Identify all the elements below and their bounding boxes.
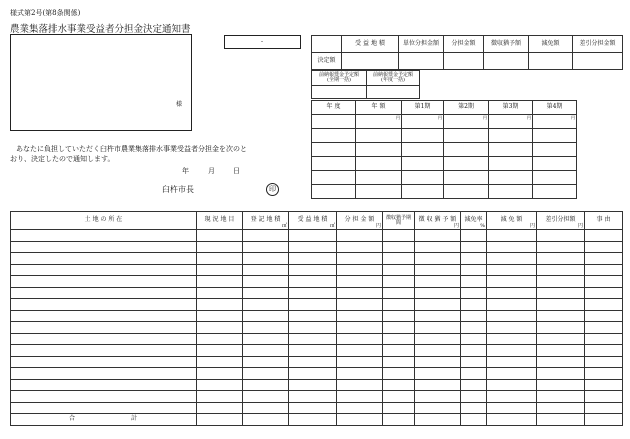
table-row [11,299,623,311]
table-cell [289,264,337,276]
table-cell [537,264,585,276]
payment-cell [356,171,402,185]
table-cell [537,333,585,345]
table-cell [537,287,585,299]
table-cell [585,276,623,288]
table-cell [383,276,415,288]
total-label-a: 合 [69,415,76,422]
payment-cell [489,143,533,157]
table-row [11,402,623,414]
table-cell [461,345,487,357]
table-row [11,356,623,368]
table-cell [487,356,537,368]
table-cell [383,368,415,380]
total-cell [487,414,537,426]
payment-cell: 円 [444,115,489,129]
payment-cell [402,157,444,171]
date-year: 年 [182,167,189,175]
table-cell [337,356,383,368]
table-cell [197,356,243,368]
table-cell [197,299,243,311]
table-cell [11,391,197,403]
header-deferral-period: 徴収猶予期 間 [383,212,415,230]
table-cell [537,230,585,242]
table-cell [537,241,585,253]
table-row [11,310,623,322]
total-cell [197,414,243,426]
summary-cell [573,53,623,70]
table-cell [487,391,537,403]
payment-cell [402,185,444,199]
payment-cell [312,171,356,185]
document-title: 農業集落排水事業受益者分担金決定通知書 [10,24,191,35]
table-row [11,276,623,288]
table-cell [585,253,623,265]
table-cell [11,402,197,414]
table-cell [461,391,487,403]
payment-header-term4: 第4期 [533,101,577,115]
table-cell [487,368,537,380]
total-cell [243,414,289,426]
payment-cell: 円 [489,115,533,129]
payment-cell: 円 [402,115,444,129]
table-cell [289,299,337,311]
table-cell [487,241,537,253]
table-cell [461,299,487,311]
table-cell [415,253,461,265]
table-cell [383,333,415,345]
table-cell [11,368,197,380]
form-label: 様式第2号(第8条関係) [10,9,81,17]
table-row [11,391,623,403]
table-cell [243,379,289,391]
table-cell [289,287,337,299]
table-cell [415,310,461,322]
table-cell [585,322,623,334]
table-cell [487,230,537,242]
total-cell [415,414,461,426]
table-cell [461,264,487,276]
payment-cell [312,143,356,157]
summary-cell [529,53,573,70]
table-cell [537,368,585,380]
table-cell [337,322,383,334]
payment-cell [312,157,356,171]
table-cell [289,368,337,380]
table-cell [11,241,197,253]
table-cell [537,402,585,414]
addressee-box [10,34,192,131]
table-cell [197,368,243,380]
table-cell [289,391,337,403]
summary-corner-cell [312,36,342,53]
summary-row-label: 決定額 [312,53,342,70]
summary-header-area: 受 益 地 積 [342,36,399,53]
header-location: 土 地 の 所 在 [11,212,197,230]
table-cell [11,230,197,242]
table-cell [243,391,289,403]
payment-header-term3: 第3期 [489,101,533,115]
rebate-value-all [312,86,367,99]
table-cell [289,402,337,414]
reference-dash: - [261,38,264,45]
header-reduction-amount: 減 免 額 円 [487,212,537,230]
table-cell [289,322,337,334]
mayor-title: 臼杵市長 [162,185,194,194]
table-cell [585,333,623,345]
table-cell [289,276,337,288]
table-cell [337,287,383,299]
payment-cell [356,157,402,171]
payment-header-term1: 第1期 [402,101,444,115]
table-cell [289,345,337,357]
notice-line-1: あなたに負担していただく臼杵市農業集落排水事業受益者分担金を次のと [16,145,247,153]
table-cell [537,391,585,403]
table-cell [585,391,623,403]
total-cell [537,414,585,426]
table-cell [487,299,537,311]
table-cell [289,356,337,368]
table-cell [289,253,337,265]
table-row [11,368,623,380]
payment-cell: 円 [356,115,402,129]
table-cell [197,230,243,242]
payment-cell [489,129,533,143]
table-cell [537,345,585,357]
table-cell [487,264,537,276]
table-cell [537,299,585,311]
table-cell [415,368,461,380]
table-cell [585,230,623,242]
summary-table [311,35,623,70]
summary-header-amount: 分担金額 [444,36,484,53]
table-cell [585,368,623,380]
table-cell [243,333,289,345]
payment-cell [402,129,444,143]
table-cell [537,356,585,368]
table-cell [243,287,289,299]
summary-cell [342,53,399,70]
table-cell [243,345,289,357]
table-cell [461,253,487,265]
payment-header-term2: 第2期 [444,101,489,115]
table-row [11,345,623,357]
table-cell [487,322,537,334]
table-cell [337,253,383,265]
table-cell [487,310,537,322]
table-cell [337,368,383,380]
table-cell [487,333,537,345]
table-cell [487,379,537,391]
table-cell [415,299,461,311]
table-cell [289,230,337,242]
payment-cell [533,143,577,157]
table-cell [461,379,487,391]
table-cell [487,402,537,414]
payment-cell [356,129,402,143]
table-cell [197,322,243,334]
table-row [11,322,623,334]
payment-cell [356,185,402,199]
table-cell [383,345,415,357]
table-cell [337,299,383,311]
table-cell [415,345,461,357]
total-cell [585,414,623,426]
table-row [11,253,623,265]
table-cell [461,333,487,345]
table-cell [243,322,289,334]
table-cell [11,253,197,265]
table-cell [243,253,289,265]
payment-cell [533,171,577,185]
table-cell [585,287,623,299]
payment-cell [489,171,533,185]
summary-header-net: 差引分担金額 [573,36,623,53]
table-cell [11,276,197,288]
payment-cell [444,143,489,157]
table-cell [337,333,383,345]
payment-cell [444,157,489,171]
table-row [11,241,623,253]
header-reduction-rate: 減免率 % [461,212,487,230]
table-cell [383,322,415,334]
table-row [11,333,623,345]
rebate-header-year: 前納報奨金予定額 (年度一括) [367,71,420,86]
header-deferral-amount: 徴 収 猶 予 額 円 [415,212,461,230]
payment-cell: 円 [533,115,577,129]
table-cell [585,264,623,276]
table-cell [243,299,289,311]
table-cell [537,379,585,391]
table-row [11,230,623,242]
payment-header-annual: 年 額 [356,101,402,115]
table-cell [487,276,537,288]
payment-cell [533,157,577,171]
table-cell [197,379,243,391]
table-cell [197,287,243,299]
table-cell [383,287,415,299]
table-cell [197,310,243,322]
table-cell [11,345,197,357]
table-cell [243,402,289,414]
table-cell [415,391,461,403]
summary-cell [399,53,444,70]
table-cell [197,241,243,253]
header-charge-amount: 分 担 金 額 円 [337,212,383,230]
reference-box [224,35,301,49]
table-cell [383,402,415,414]
table-cell [337,241,383,253]
total-cell [337,414,383,426]
addressee-suffix: 様 [175,101,182,109]
table-cell [415,356,461,368]
table-cell [585,356,623,368]
table-cell [337,402,383,414]
table-cell [11,379,197,391]
payment-cell [402,143,444,157]
payment-header-year: 年 度 [312,101,356,115]
table-cell [197,264,243,276]
rebate-value-year [367,86,420,99]
table-cell [415,276,461,288]
header-reason: 事 由 [585,212,623,230]
table-cell [11,264,197,276]
table-cell [487,287,537,299]
table-cell [243,241,289,253]
payment-cell [444,171,489,185]
table-cell [537,276,585,288]
summary-cell [484,53,529,70]
table-cell [289,310,337,322]
notice-line-2: おり、決定したので通知します。 [10,155,115,163]
table-cell [383,264,415,276]
table-cell [415,333,461,345]
table-cell [11,299,197,311]
date-day: 日 [233,167,240,175]
table-cell [461,402,487,414]
table-cell [243,264,289,276]
table-cell [461,230,487,242]
table-cell [337,379,383,391]
payment-cell [356,143,402,157]
table-cell [11,322,197,334]
table-cell [337,264,383,276]
payment-cell [444,185,489,199]
table-cell [383,379,415,391]
table-cell [487,345,537,357]
table-cell [383,230,415,242]
table-row [11,379,623,391]
table-cell [585,299,623,311]
total-cell [461,414,487,426]
table-cell [585,402,623,414]
payment-cell [533,129,577,143]
table-cell [383,299,415,311]
table-cell [11,356,197,368]
summary-header-unit-amount: 単位分担金額 [399,36,444,53]
table-cell [415,287,461,299]
total-label-b: 計 [131,415,138,422]
rebate-table [311,70,420,99]
table-cell [383,310,415,322]
table-cell [383,391,415,403]
table-cell [243,230,289,242]
table-cell [415,322,461,334]
table-cell [243,276,289,288]
header-registered-area: 登 記 地 積 ㎡ [243,212,289,230]
table-cell [461,310,487,322]
table-cell [337,391,383,403]
table-cell [243,356,289,368]
table-cell [337,345,383,357]
table-cell [243,310,289,322]
payment-cell [312,185,356,199]
header-net-amount: 差引分担額 円 [537,212,585,230]
table-cell [197,276,243,288]
table-cell [415,230,461,242]
table-cell [487,253,537,265]
table-cell [197,253,243,265]
rebate-header-all: 前納報奨金予定額 (全期一括) [312,71,367,86]
table-cell [11,287,197,299]
table-cell [383,241,415,253]
table-cell [461,356,487,368]
total-cell [383,414,415,426]
table-cell [197,402,243,414]
table-cell [461,287,487,299]
table-cell [289,333,337,345]
payment-cell [489,157,533,171]
table-cell [415,264,461,276]
table-cell [537,253,585,265]
seal-mark: 印 [266,183,279,196]
table-cell [585,241,623,253]
table-cell [337,276,383,288]
summary-cell [444,53,484,70]
table-cell [537,322,585,334]
table-cell [289,241,337,253]
summary-header-reduction: 減免額 [529,36,573,53]
payment-cell [312,129,356,143]
table-cell [585,345,623,357]
table-cell [197,391,243,403]
table-cell [289,379,337,391]
payment-cell [533,185,577,199]
table-cell [461,368,487,380]
table-cell [461,322,487,334]
total-cell [289,414,337,426]
table-cell [11,310,197,322]
table-cell [415,379,461,391]
payment-cell [402,171,444,185]
payment-cell [444,129,489,143]
table-cell [337,230,383,242]
total-label-cell [11,414,197,426]
table-cell [585,310,623,322]
table-row [11,264,623,276]
table-cell [585,379,623,391]
table-cell [461,276,487,288]
summary-header-deferral: 徴収猶予額 [484,36,529,53]
header-benefit-area: 受 益 地 積 ㎡ [289,212,337,230]
payment-table [311,100,577,199]
table-cell [197,345,243,357]
table-cell [243,368,289,380]
table-cell [415,241,461,253]
table-cell [337,310,383,322]
table-cell [197,333,243,345]
table-row [11,287,623,299]
payment-cell [312,115,356,129]
land-parcel-table [10,211,623,426]
date-month: 月 [208,167,215,175]
total-row [11,414,623,426]
header-land-category: 現 況 地 目 [197,212,243,230]
table-cell [11,333,197,345]
table-cell [461,241,487,253]
table-cell [383,253,415,265]
land-parcel-rows [11,230,623,414]
payment-cell [489,185,533,199]
table-cell [415,402,461,414]
table-cell [537,310,585,322]
table-cell [383,356,415,368]
